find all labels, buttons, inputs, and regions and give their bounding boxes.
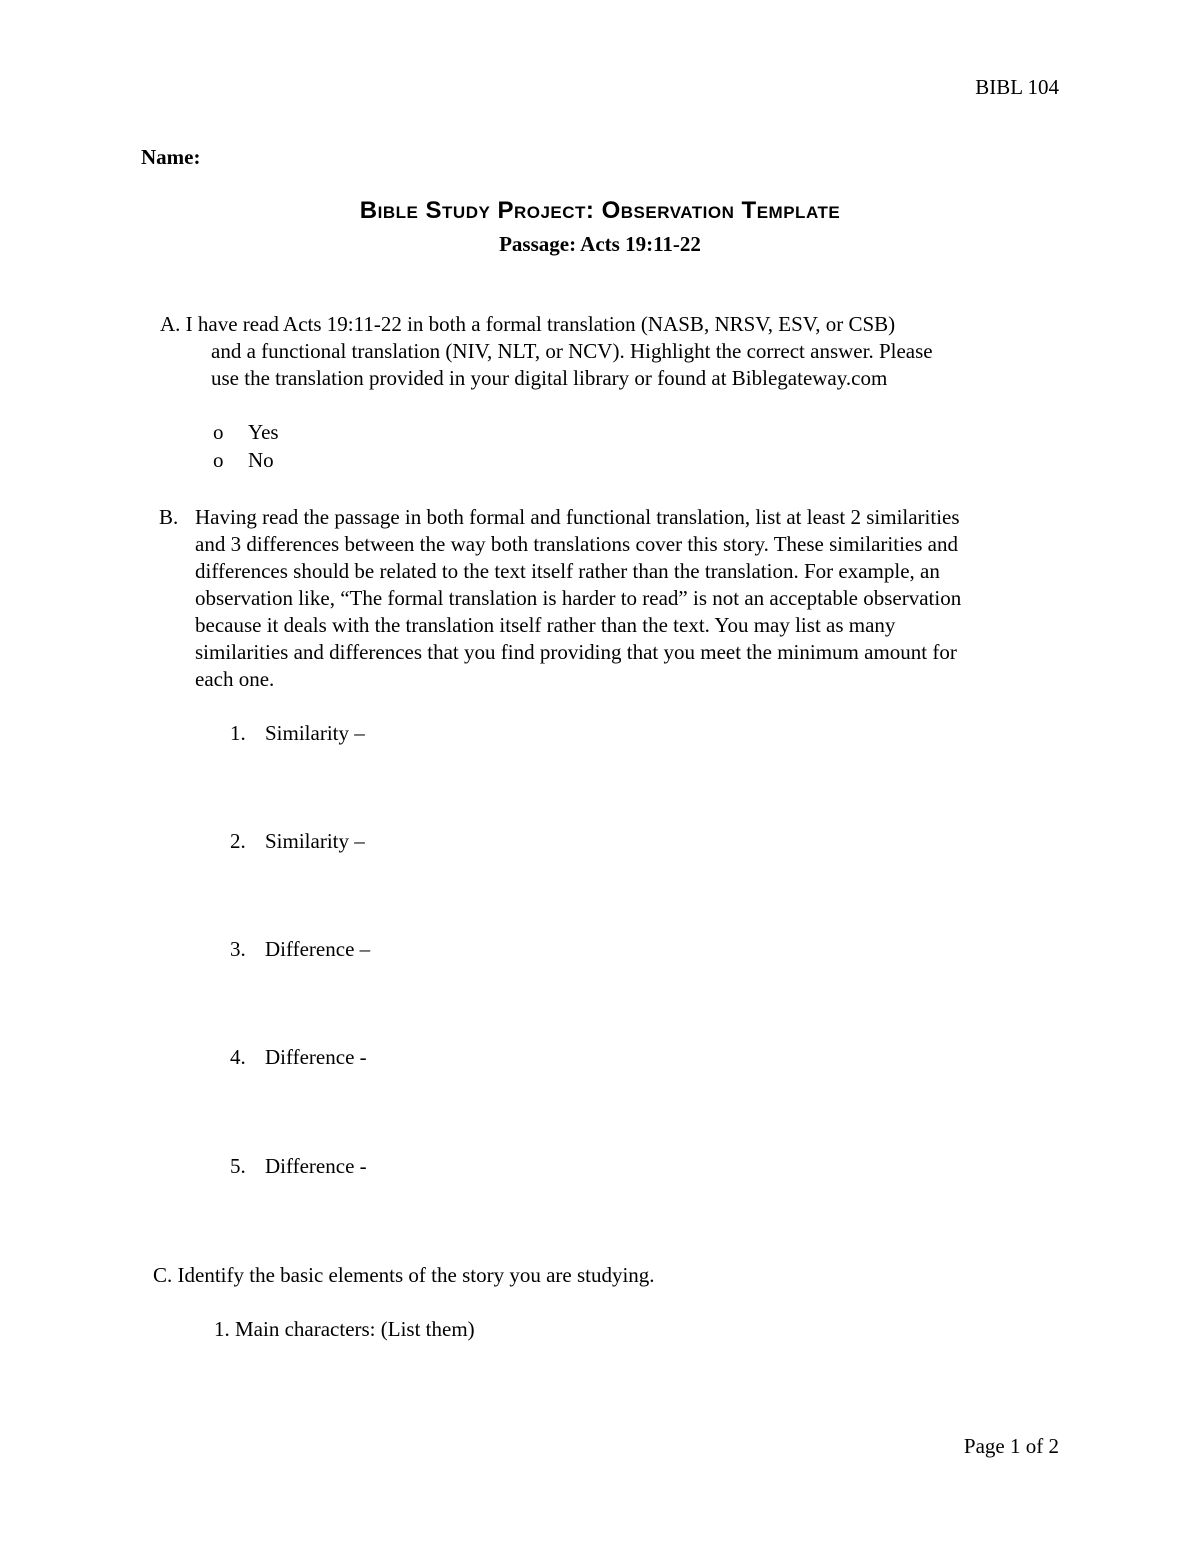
section-b-line: similarities and differences that you find providing that you meet the minimum amount for bbox=[195, 640, 957, 664]
item-number: 4. bbox=[230, 1045, 246, 1069]
passage-reference: Passage: Acts 19:11-22 bbox=[499, 232, 701, 256]
document-title: Bible Study Project: Observation Template bbox=[359, 197, 841, 224]
difference-1-label: Difference – bbox=[265, 937, 371, 961]
section-a-line: use the translation provided in your digital library or found at Biblegateway.com bbox=[211, 366, 888, 390]
main-characters-label: 1. Main characters: (List them) bbox=[214, 1317, 475, 1341]
section-b-line: and 3 differences between the way both translations cover this story. These similarities and bbox=[195, 532, 958, 556]
page-number: Page 1 of 2 bbox=[963, 1434, 1059, 1458]
section-a-line: and a functional translation (NIV, NLT, or NCV). Highlight the correct answer. Please bbox=[211, 339, 933, 363]
similarity-2-label: Similarity – bbox=[265, 829, 365, 853]
name-label: Name: bbox=[141, 145, 201, 169]
section-b-line: each one. bbox=[195, 667, 275, 691]
section-a-line: A. I have read Acts 19:11-22 in both a formal translation (NASB, NRSV, ESV, or CSB) bbox=[160, 312, 896, 336]
option-yes[interactable]: Yes bbox=[248, 420, 279, 444]
option-no[interactable]: No bbox=[248, 448, 274, 472]
item-number: 1. bbox=[230, 721, 246, 745]
difference-2-label: Difference - bbox=[265, 1045, 367, 1069]
course-code: BIBL 104 bbox=[975, 75, 1059, 99]
section-b-line: observation like, “The formal translation is harder to read” is not an acceptable observation bbox=[195, 586, 962, 610]
section-b-marker: B. bbox=[159, 505, 179, 529]
option-bullet: o bbox=[213, 448, 224, 472]
option-bullet: o bbox=[213, 420, 224, 444]
similarity-1-label: Similarity – bbox=[265, 721, 365, 745]
section-c-line: C. Identify the basic elements of the story you are studying. bbox=[153, 1263, 655, 1287]
section-b-line: because it deals with the translation itself rather than the text. You may list as many bbox=[195, 613, 896, 637]
section-b-line: Having read the passage in both formal and functional translation, list at least 2 similarities bbox=[195, 505, 960, 529]
section-b-line: differences should be related to the text itself rather than the translation. For example, an bbox=[195, 559, 940, 583]
item-number: 3. bbox=[230, 937, 246, 961]
item-number: 5. bbox=[230, 1154, 246, 1178]
difference-3-label: Difference - bbox=[265, 1154, 367, 1178]
item-number: 2. bbox=[230, 829, 246, 853]
